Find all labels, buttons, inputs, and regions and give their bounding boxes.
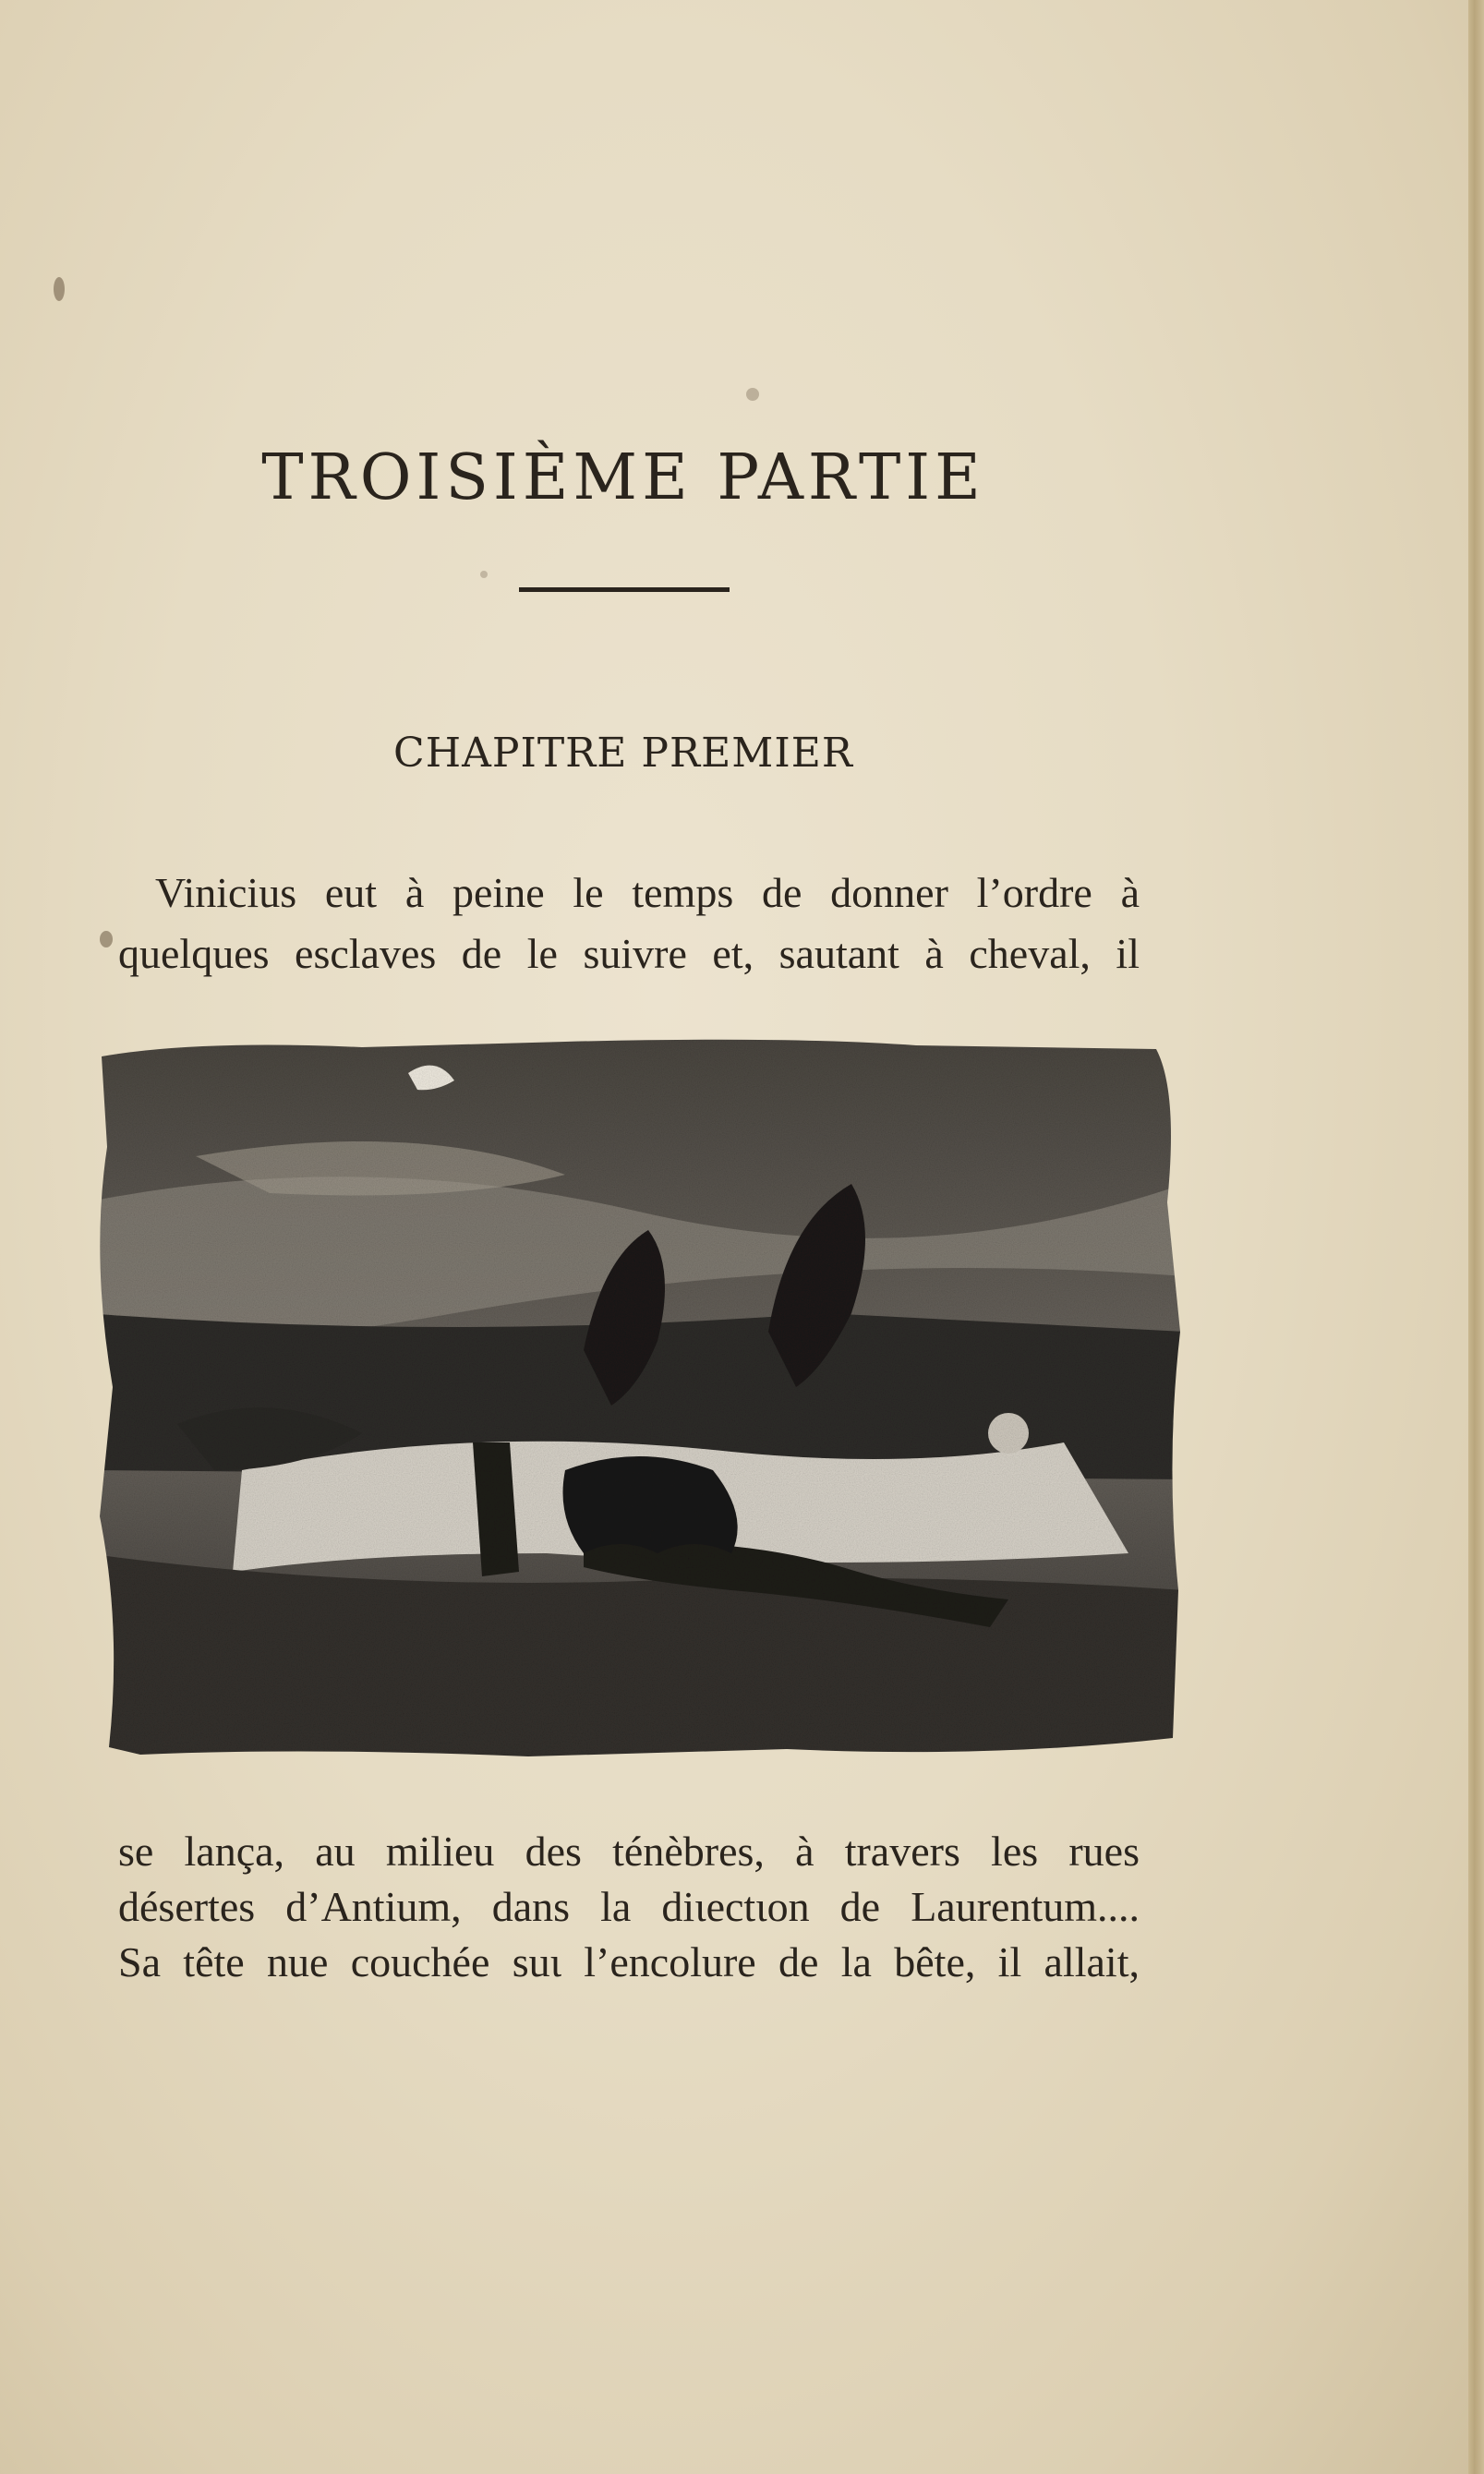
- text-line-5: Sa tête nue couchée suι l’encolure de la bête, il allait,: [118, 1938, 1140, 1985]
- paper-speck: [54, 277, 65, 301]
- chapter-title: CHAPITRE PREMIER: [393, 730, 853, 777]
- text-line-2: quelques esclaves de le suivre et, sautant à cheval, il: [118, 930, 1140, 977]
- text-line-1: Vinicius eut à peine le temps de donner l’ordre à: [155, 869, 1140, 916]
- paper-speck: [746, 388, 759, 401]
- text-line-3: se lança, au milieu des ténèbres, à travers les rues: [118, 1828, 1140, 1875]
- paper-speck: [480, 571, 488, 578]
- engraving-horseman-at-night-illustration: [85, 1036, 1184, 1762]
- part-title: TROISIÈME PARTIE: [261, 441, 985, 514]
- page-edge: [1468, 0, 1484, 2474]
- paper-speck: [100, 931, 113, 947]
- text-line-4: désertes d’Antium, dans la diιectιon de Laurentum....: [118, 1883, 1140, 1930]
- title-rule: [519, 587, 730, 592]
